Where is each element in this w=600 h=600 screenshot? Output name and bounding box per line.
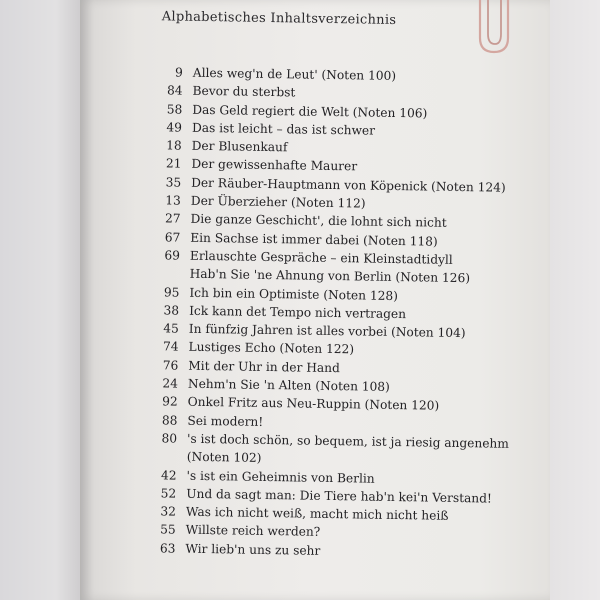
toc-page-number: 67: [164, 230, 181, 245]
toc-page-number: 49: [166, 120, 183, 135]
toc-page-number: 21: [165, 156, 182, 172]
toc-title: (Noten 102): [186, 449, 262, 466]
toc-title: Mit der Uhr in der Hand: [188, 358, 340, 375]
toc-title: Ick kann det Tempo nich vertragen: [189, 303, 407, 322]
toc-page-number: 38: [163, 303, 180, 318]
toc-page-number: 95: [163, 284, 180, 300]
toc-title: Was ich nicht weiß, macht mich nicht heiß: [185, 504, 449, 523]
toc-title: Bevor du sterbst: [192, 84, 296, 100]
toc-page-number: 58: [166, 101, 183, 117]
toc-title: Die ganze Geschicht', die lohnt sich nicht: [190, 212, 447, 231]
toc-page-number: 88: [161, 412, 178, 428]
toc-title: Der Räuber-Hauptmann von Köpenick (Noten 124): [191, 175, 506, 195]
toc-title: Sei modern!: [187, 413, 264, 429]
toc-title: Das ist leicht – das ist schwer: [191, 120, 376, 138]
toc-title: 's ist ein Geheimnis von Berlin: [186, 468, 375, 486]
toc-page-number: 84: [166, 83, 183, 98]
toc-title: Willste reich werden?: [185, 523, 321, 540]
toc-title: Onkel Fritz aus Neu-Ruppin (Noten 120): [187, 395, 440, 414]
toc-page-number: 13: [165, 193, 181, 208]
toc-page-number: 52: [160, 486, 177, 501]
toc-title: Ich bin ein Optimiste (Noten 128): [189, 285, 399, 303]
toc-page-number: 80: [161, 431, 178, 446]
toc-page-number: 35: [165, 175, 182, 190]
toc-page-number: 63: [159, 541, 176, 556]
toc-title: Und da sagt man: Die Tiere hab'n kei'n Verstand!: [186, 486, 492, 506]
toc-title: Erlauschte Gespräche – ein Kleinstadtidyll: [189, 248, 453, 267]
toc-title: Hab'n Sie 'ne Ahnung von Berlin (Noten 126): [189, 267, 471, 286]
toc-page-number: 74: [162, 339, 179, 355]
paperclip-icon: [470, 0, 520, 70]
toc-page-number: [154, 264, 190, 283]
toc-page-number: [151, 447, 187, 466]
toc-title: Nehm'n Sie 'n Alten (Noten 108): [187, 376, 390, 394]
page-content: [71, 0, 550, 600]
toc-page-number: 32: [160, 504, 177, 519]
page-heading: Alphabetisches Inhaltsverzeichnis: [161, 9, 397, 28]
toc-page-number: 24: [162, 376, 179, 391]
toc-page-number: 45: [163, 321, 179, 336]
toc-page-number: 27: [164, 211, 181, 226]
table-of-contents: [149, 63, 600, 564]
toc-title: Das Geld regiert die Welt (Noten 106): [192, 102, 428, 121]
toc-title: In fünfzig Jahren ist alles vorbei (Noten 104): [188, 321, 466, 341]
toc-page-number: 69: [164, 248, 181, 263]
toc-title: Der gewissenhafte Maurer: [191, 157, 358, 174]
toc-page-number: 76: [162, 358, 179, 373]
toc-page-number: 9: [174, 65, 183, 80]
toc-page-number: 92: [162, 394, 178, 409]
toc-title: Lustiges Echo (Noten 122): [188, 340, 355, 357]
toc-title: 's ist doch schön, so bequem, ist ja riesig angenehm: [187, 431, 510, 451]
toc-title: Wir lieb'n uns zu sehr: [185, 541, 321, 558]
toc-title: Der Blusenkauf: [191, 138, 288, 155]
toc-page-number: 18: [166, 138, 182, 153]
background-left: [0, 0, 80, 600]
toc-title: Der Überzieher (Noten 112): [190, 193, 366, 211]
toc-title: Ein Sachse ist immer dabei (Noten 118): [190, 230, 438, 249]
toc-page-number: 42: [160, 467, 177, 483]
toc-page-number: 55: [160, 522, 176, 537]
toc-title: Alles weg'n de Leut' (Noten 100): [192, 65, 397, 83]
